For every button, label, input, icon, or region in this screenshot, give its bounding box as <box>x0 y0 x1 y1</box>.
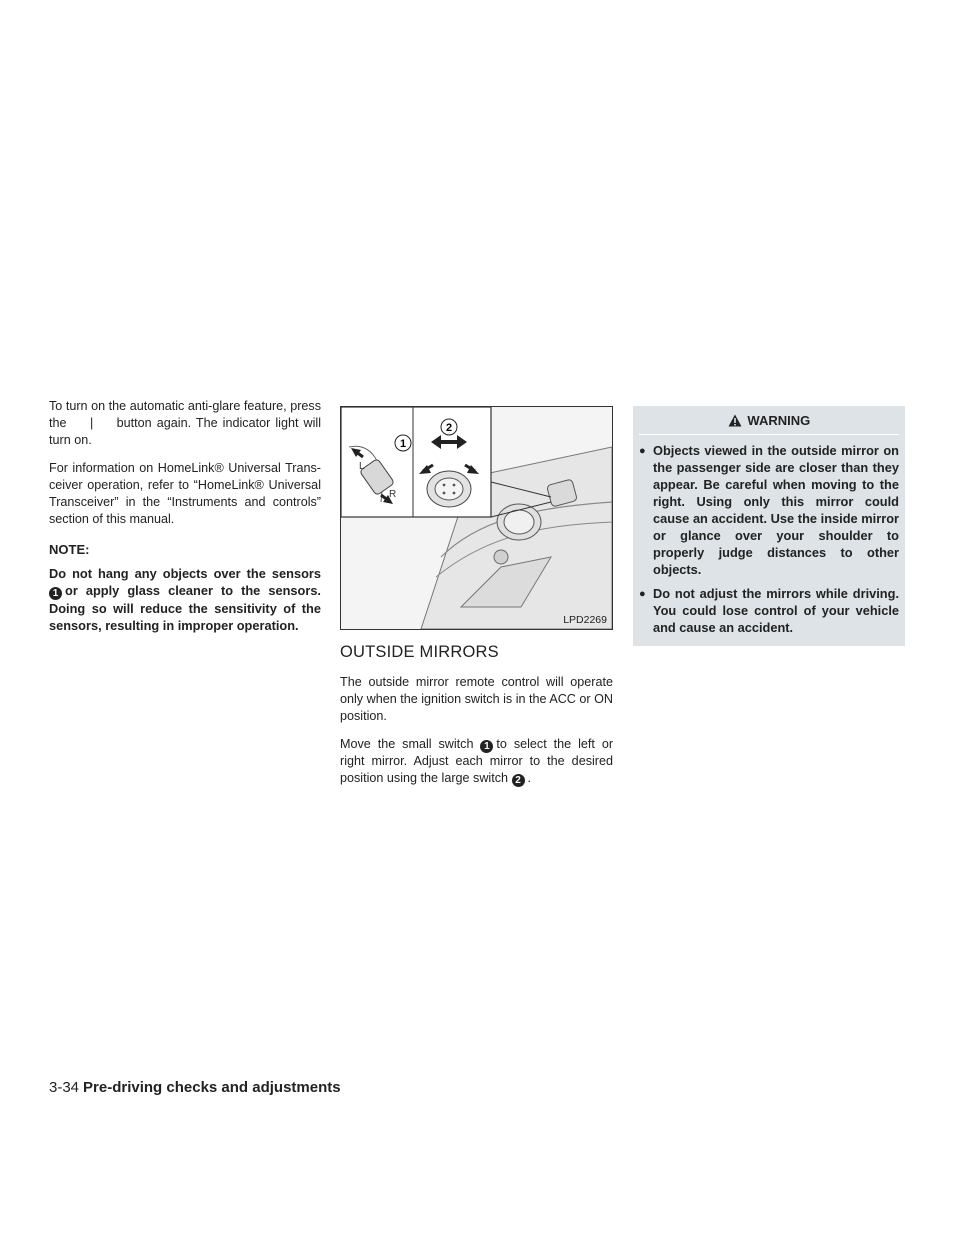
warning-icon <box>728 414 742 427</box>
warning-item: ● Do not adjust the mirrors while driving. You could lose control of your vehicle and cause an accident. <box>639 586 899 635</box>
page-footer <box>49 1079 341 1096</box>
callout-1: 1 <box>400 438 407 450</box>
callout-number-2: 2 <box>512 774 525 787</box>
figure-label: LPD2269 <box>563 614 607 626</box>
remote-control-paragraph: The outside mirror remote control will operate only when the ignition switch is in the ACC or ON position. <box>340 675 613 723</box>
section-title: Pre-driving checks and adjustments <box>83 1079 341 1096</box>
note-title: NOTE: <box>49 542 90 557</box>
callout-number-1: 1 <box>480 740 493 753</box>
bullet-icon: ● <box>639 588 646 600</box>
left-column <box>49 398 321 634</box>
homelink-paragraph: For information on HomeLink® Universal Trans-ceiver operation, refer to “HomeLink® Universal Transceiver” in the “Instruments and controls” section of this manual. <box>49 461 321 526</box>
switch-usage-paragraph: Move the small switch 1 to select the left or right mirror. Adjust each mirror to the desired position using the large switch 2 . <box>340 737 614 786</box>
right-column <box>633 398 905 646</box>
mirror-switch-figure <box>340 406 613 630</box>
section-heading: OUTSIDE MIRRORS <box>340 643 499 661</box>
note-body: Do not hang any objects over the sensors 1 or apply glass cleaner to the sensors. Doing so will reduce the sensitivity of the sensors, resulting in improper operation. <box>49 566 321 633</box>
callout-2: 2 <box>446 422 453 434</box>
button-glyph: | <box>89 416 94 430</box>
callout-number-1: 1 <box>49 587 62 600</box>
switch-right-label: R <box>389 489 397 500</box>
warning-item: ● Objects viewed in the outside mirror on the passenger side are closer than they appear. Be careful when moving to the right. Using only this mirror could cause an accident. Use the inside mirror or glance over your shoulder to properly judge distances to other objects. <box>639 443 899 577</box>
anti-glare-paragraph: To turn on the automatic anti-glare feature, press the | button again. The indicator light will turn on. <box>49 399 322 447</box>
middle-column <box>340 398 613 798</box>
switch-left-label: L <box>359 461 365 472</box>
mirror-switch-illustration <box>341 407 612 629</box>
page-number: 3-34 <box>49 1079 80 1096</box>
warning-box <box>633 406 905 646</box>
bullet-icon: ● <box>639 445 646 457</box>
warning-header: WARNING <box>639 412 899 435</box>
